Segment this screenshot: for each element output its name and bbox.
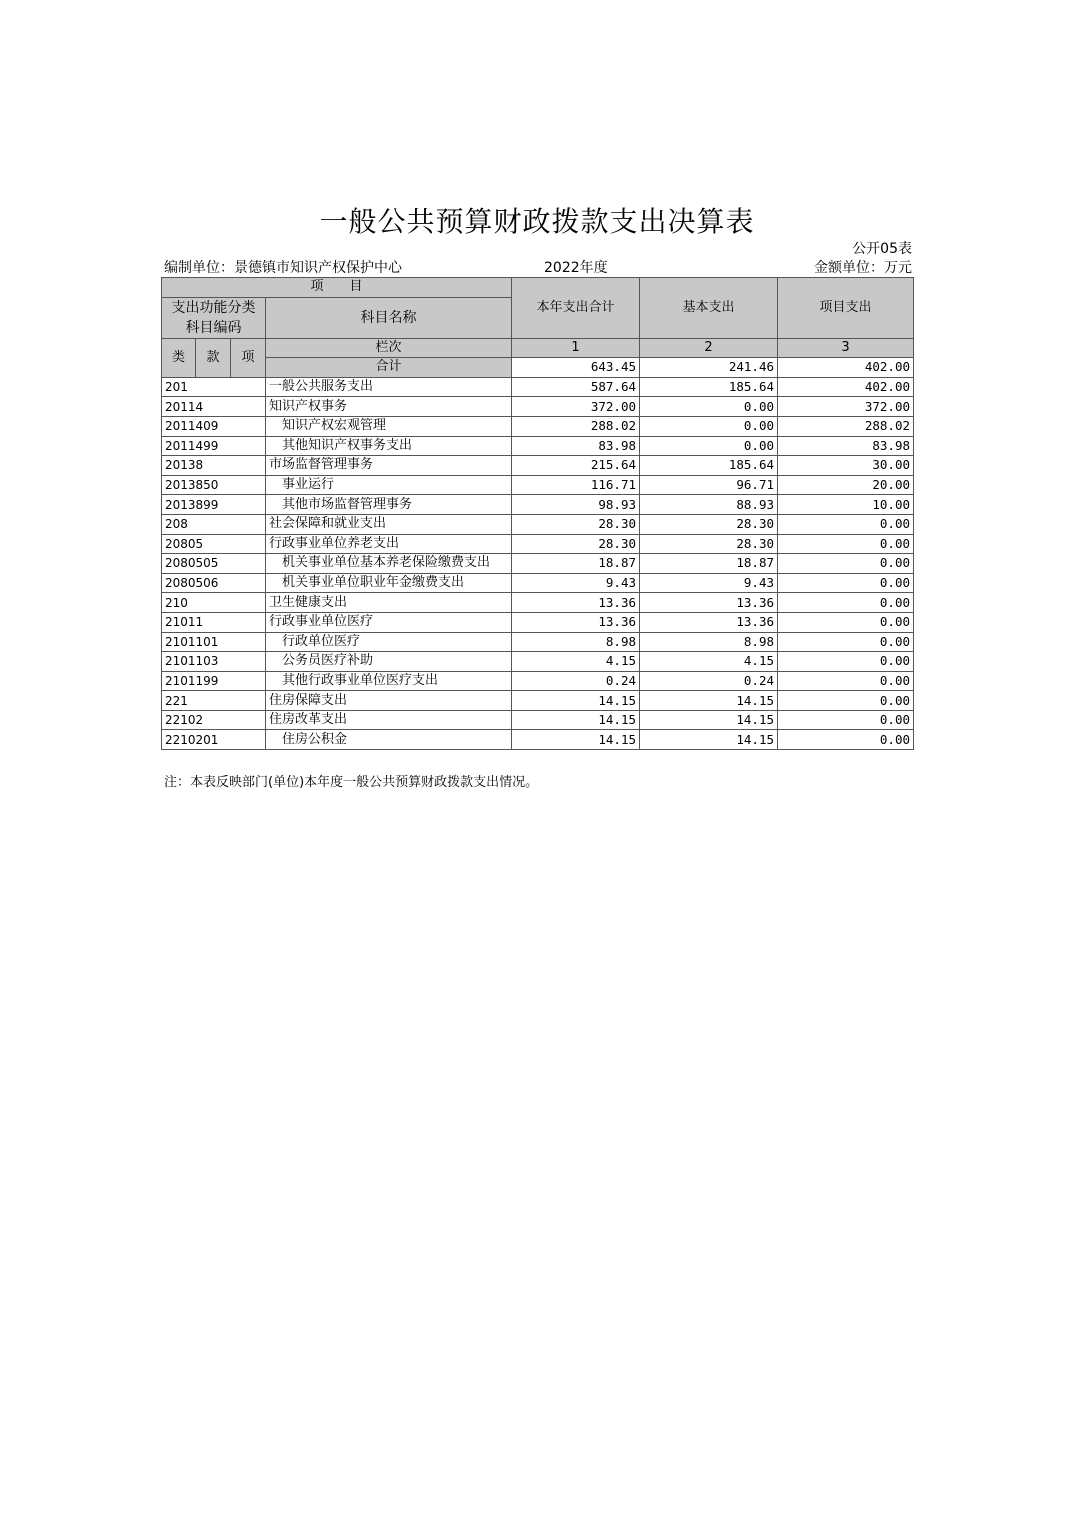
project-expense-value: 83.98 bbox=[778, 436, 914, 456]
subject-name: 事业运行 bbox=[266, 475, 512, 495]
subject-code: 2080505 bbox=[162, 554, 266, 574]
subject-code: 2011409 bbox=[162, 416, 266, 436]
total-expense-value: 4.15 bbox=[512, 652, 640, 672]
header-total-expense: 本年支出合计 bbox=[512, 278, 640, 339]
subject-code: 21011 bbox=[162, 612, 266, 632]
basic-expense-value: 28.30 bbox=[640, 534, 778, 554]
subject-name: 行政事业单位养老支出 bbox=[266, 534, 512, 554]
total-expense-value: 372.00 bbox=[512, 397, 640, 417]
header-kuan: 款 bbox=[196, 338, 231, 377]
basic-expense-value: 96.71 bbox=[640, 475, 778, 495]
basic-expense-value: 8.98 bbox=[640, 632, 778, 652]
basic-expense-value: 9.43 bbox=[640, 573, 778, 593]
subject-code: 221 bbox=[162, 691, 266, 711]
subject-name: 知识产权事务 bbox=[266, 397, 512, 417]
subject-name: 行政事业单位医疗 bbox=[266, 612, 512, 632]
project-expense-value: 20.00 bbox=[778, 475, 914, 495]
header-item: 项 目 bbox=[162, 278, 512, 298]
table-row bbox=[162, 397, 914, 417]
subject-name: 机关事业单位职业年金缴费支出 bbox=[266, 573, 512, 593]
total-expense-value: 98.93 bbox=[512, 495, 640, 515]
subject-name: 住房公积金 bbox=[266, 730, 512, 750]
meta-line bbox=[164, 257, 912, 277]
subject-code: 20805 bbox=[162, 534, 266, 554]
subject-name: 知识产权宏观管理 bbox=[266, 416, 512, 436]
total-expense-value: 14.15 bbox=[512, 691, 640, 711]
total-expense-value: 13.36 bbox=[512, 593, 640, 613]
project-expense-value: 0.00 bbox=[778, 652, 914, 672]
project-expense-value: 0.00 bbox=[778, 691, 914, 711]
header-basic-expense: 基本支出 bbox=[640, 278, 778, 339]
project-expense-value: 0.00 bbox=[778, 573, 914, 593]
table-row bbox=[162, 514, 914, 534]
footnote: 注：本表反映部门(单位)本年度一般公共预算财政拨款支出情况。 bbox=[164, 775, 539, 790]
subject-name: 其他知识产权事务支出 bbox=[266, 436, 512, 456]
subject-name: 住房保障支出 bbox=[266, 691, 512, 711]
basic-expense-value: 0.00 bbox=[640, 397, 778, 417]
total-col2: 241.46 bbox=[640, 358, 778, 378]
project-expense-value: 288.02 bbox=[778, 416, 914, 436]
subject-code: 210 bbox=[162, 593, 266, 613]
basic-expense-value: 88.93 bbox=[640, 495, 778, 515]
subject-code: 20114 bbox=[162, 397, 266, 417]
table-row bbox=[162, 671, 914, 691]
subject-name: 住房改革支出 bbox=[266, 710, 512, 730]
table-row bbox=[162, 612, 914, 632]
fiscal-year: 2022年度 bbox=[544, 260, 608, 276]
form-number: 公开05表 bbox=[852, 241, 912, 257]
project-expense-value: 372.00 bbox=[778, 397, 914, 417]
subject-name: 其他市场监督管理事务 bbox=[266, 495, 512, 515]
table-row bbox=[162, 593, 914, 613]
subject-name: 其他行政事业单位医疗支出 bbox=[266, 671, 512, 691]
table-row bbox=[162, 495, 914, 515]
total-expense-value: 83.98 bbox=[512, 436, 640, 456]
table-row bbox=[162, 730, 914, 750]
subject-name: 卫生健康支出 bbox=[266, 593, 512, 613]
page-title: 一般公共预算财政拨款支出决算表 bbox=[319, 205, 755, 238]
table-row bbox=[162, 573, 914, 593]
basic-expense-value: 13.36 bbox=[640, 593, 778, 613]
basic-expense-value: 14.15 bbox=[640, 691, 778, 711]
basic-expense-value: 0.24 bbox=[640, 671, 778, 691]
project-expense-value: 0.00 bbox=[778, 632, 914, 652]
table-row bbox=[162, 416, 914, 436]
project-expense-value: 0.00 bbox=[778, 612, 914, 632]
basic-expense-value: 18.87 bbox=[640, 554, 778, 574]
total-expense-value: 14.15 bbox=[512, 730, 640, 750]
total-col3: 402.00 bbox=[778, 358, 914, 378]
header-xiang: 项 bbox=[231, 338, 266, 377]
total-expense-value: 9.43 bbox=[512, 573, 640, 593]
project-expense-value: 0.00 bbox=[778, 554, 914, 574]
header-col-number-1: 1 bbox=[512, 338, 640, 358]
basic-expense-value: 0.00 bbox=[640, 416, 778, 436]
header-lei: 类 bbox=[162, 338, 196, 377]
total-expense-value: 116.71 bbox=[512, 475, 640, 495]
basic-expense-value: 14.15 bbox=[640, 730, 778, 750]
total-expense-value: 28.30 bbox=[512, 534, 640, 554]
table-row bbox=[162, 691, 914, 711]
table-row bbox=[162, 377, 914, 397]
subject-name: 市场监督管理事务 bbox=[266, 456, 512, 476]
basic-expense-value: 14.15 bbox=[640, 710, 778, 730]
table-row bbox=[162, 632, 914, 652]
table-row bbox=[162, 652, 914, 672]
subject-code: 2013899 bbox=[162, 495, 266, 515]
total-expense-value: 587.64 bbox=[512, 377, 640, 397]
basic-expense-value: 0.00 bbox=[640, 436, 778, 456]
project-expense-value: 0.00 bbox=[778, 593, 914, 613]
project-expense-value: 0.00 bbox=[778, 534, 914, 554]
total-expense-value: 8.98 bbox=[512, 632, 640, 652]
project-expense-value: 0.00 bbox=[778, 671, 914, 691]
basic-expense-value: 185.64 bbox=[640, 377, 778, 397]
table-row bbox=[162, 456, 914, 476]
project-expense-value: 0.00 bbox=[778, 710, 914, 730]
subject-code: 208 bbox=[162, 514, 266, 534]
amount-unit: 金额单位：万元 bbox=[814, 260, 912, 276]
table-row bbox=[162, 710, 914, 730]
subject-name: 行政单位医疗 bbox=[266, 632, 512, 652]
subject-code: 2101103 bbox=[162, 652, 266, 672]
subject-code: 2210201 bbox=[162, 730, 266, 750]
subject-code: 2011499 bbox=[162, 436, 266, 456]
subject-code: 2013850 bbox=[162, 475, 266, 495]
table-row bbox=[162, 534, 914, 554]
basic-expense-value: 28.30 bbox=[640, 514, 778, 534]
subject-code: 2101101 bbox=[162, 632, 266, 652]
table-row bbox=[162, 475, 914, 495]
budget-table bbox=[161, 277, 914, 750]
project-expense-value: 30.00 bbox=[778, 456, 914, 476]
table-row bbox=[162, 554, 914, 574]
subject-code: 22102 bbox=[162, 710, 266, 730]
project-expense-value: 0.00 bbox=[778, 730, 914, 750]
subject-name: 社会保障和就业支出 bbox=[266, 514, 512, 534]
project-expense-value: 402.00 bbox=[778, 377, 914, 397]
basic-expense-value: 185.64 bbox=[640, 456, 778, 476]
header-subject-name: 科目名称 bbox=[266, 297, 512, 338]
header-project-expense: 项目支出 bbox=[778, 278, 914, 339]
subject-name: 公务员医疗补助 bbox=[266, 652, 512, 672]
total-col1: 643.45 bbox=[512, 358, 640, 378]
subject-code: 2080506 bbox=[162, 573, 266, 593]
header-col-number-3: 3 bbox=[778, 338, 914, 358]
subject-code: 2101199 bbox=[162, 671, 266, 691]
total-expense-value: 13.36 bbox=[512, 612, 640, 632]
subject-code: 201 bbox=[162, 377, 266, 397]
table-row bbox=[162, 436, 914, 456]
total-expense-value: 288.02 bbox=[512, 416, 640, 436]
subject-name: 机关事业单位基本养老保险缴费支出 bbox=[266, 554, 512, 574]
basic-expense-value: 4.15 bbox=[640, 652, 778, 672]
basic-expense-value: 13.36 bbox=[640, 612, 778, 632]
total-expense-value: 215.64 bbox=[512, 456, 640, 476]
header-func-code: 支出功能分类科目编码 bbox=[162, 297, 266, 338]
project-expense-value: 0.00 bbox=[778, 514, 914, 534]
compiling-unit: 编制单位：景德镇市知识产权保护中心 bbox=[164, 260, 402, 276]
total-expense-value: 18.87 bbox=[512, 554, 640, 574]
subject-code: 20138 bbox=[162, 456, 266, 476]
subject-name: 一般公共服务支出 bbox=[266, 377, 512, 397]
header-lanci: 栏次 bbox=[266, 338, 512, 358]
project-expense-value: 10.00 bbox=[778, 495, 914, 515]
total-label: 合计 bbox=[266, 358, 512, 378]
total-expense-value: 28.30 bbox=[512, 514, 640, 534]
total-expense-value: 14.15 bbox=[512, 710, 640, 730]
total-expense-value: 0.24 bbox=[512, 671, 640, 691]
header-col-number-2: 2 bbox=[640, 338, 778, 358]
